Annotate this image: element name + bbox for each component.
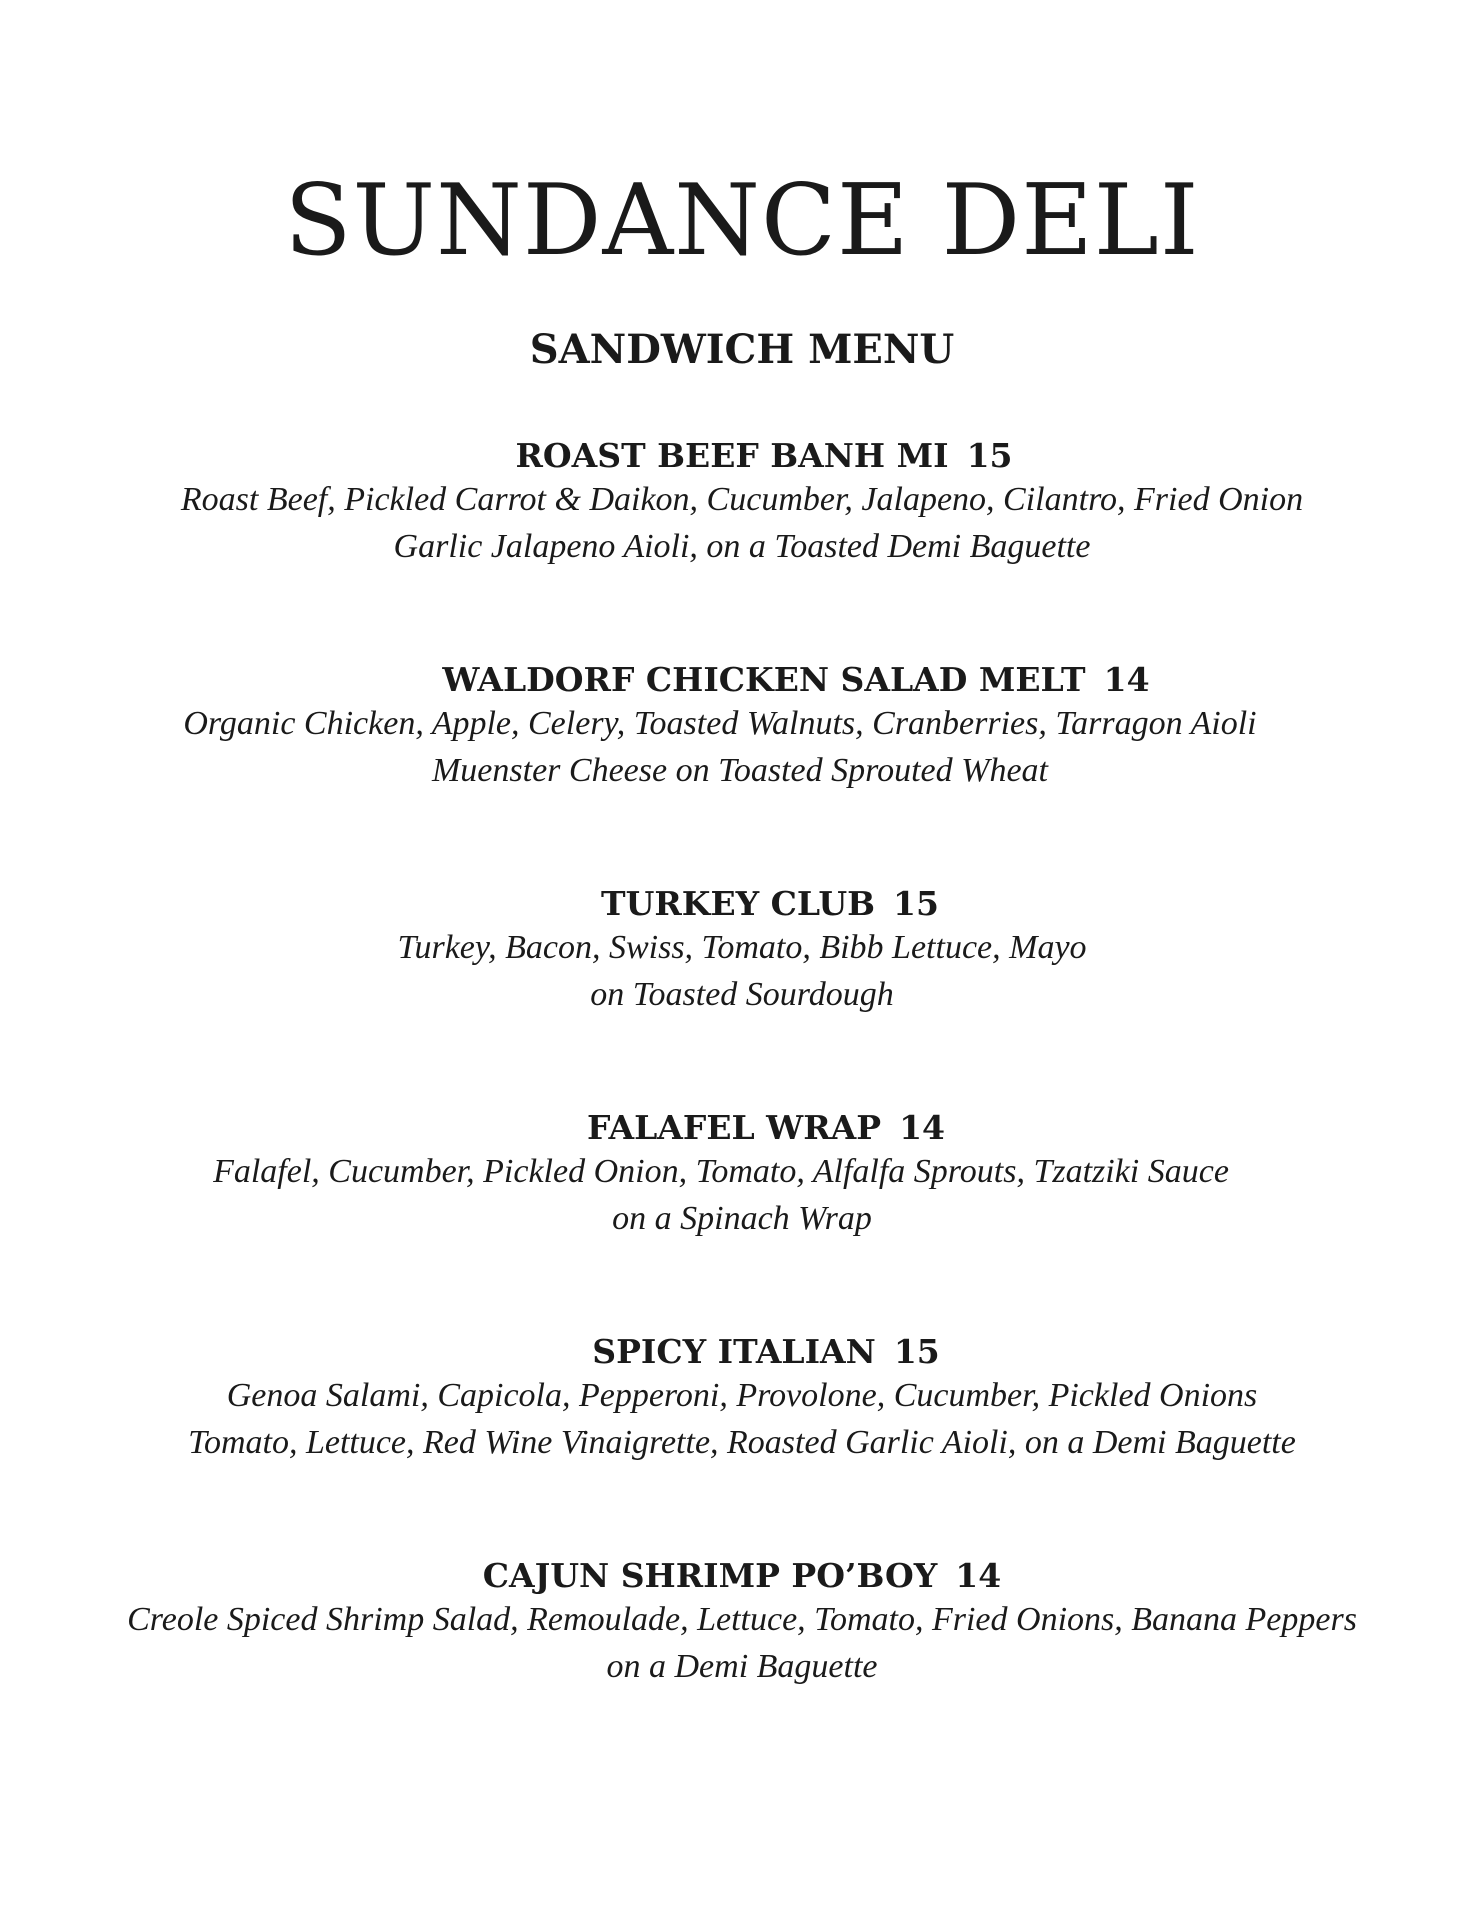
- item-name: WALDORF CHICKEN SALAD MELT: [442, 660, 1086, 699]
- item-name: FALAFEL WRAP: [586, 1108, 882, 1147]
- item-heading: [24, 1332, 1484, 1372]
- item-description-line: on a Demi Baguette: [606, 1647, 878, 1685]
- item-description-line: Turkey, Bacon, Swiss, Tomato, Bibb Lettuce, Mayo: [397, 928, 1087, 966]
- item-heading: [0, 1556, 1484, 1596]
- menu-item-roast-beef-banh-mi: [0, 436, 1484, 570]
- menu-item-cajun-shrimp-poboy: [0, 1556, 1484, 1690]
- item-description-line: Creole Spiced Shrimp Salad, Remoulade, Lettuce, Tomato, Fried Onions, Banana Peppers: [127, 1600, 1357, 1638]
- item-price: 14: [899, 1108, 946, 1147]
- item-description-line: Garlic Jalapeno Aioli, on a Toasted Demi Baguette: [393, 527, 1091, 565]
- item-description-line: on Toasted Sourdough: [590, 975, 894, 1013]
- menu-item-spicy-italian: [0, 1332, 1484, 1466]
- menu-item-falafel-wrap: [0, 1108, 1484, 1242]
- item-name: SPICY ITALIAN: [592, 1332, 876, 1371]
- menu-subtitle: SANDWICH MENU: [529, 326, 955, 373]
- item-description-line: Organic Chicken, Apple, Celery, Toasted Walnuts, Cranberries, Tarragon Aioli: [183, 704, 1257, 742]
- item-name: ROAST BEEF BANH MI: [515, 436, 949, 475]
- item-heading: [28, 884, 1484, 924]
- item-description-line: Tomato, Lettuce, Red Wine Vinaigrette, Roasted Garlic Aioli, on a Demi Baguette: [188, 1423, 1296, 1461]
- menu-item-waldorf-chicken-salad-melt: [0, 660, 1484, 794]
- item-description-line: Falafel, Cucumber, Pickled Onion, Tomato, Alfalfa Sprouts, Tzatziki Sauce: [213, 1152, 1229, 1190]
- item-heading: [22, 436, 1484, 476]
- item-description-line: Muenster Cheese on Toasted Sprouted Wheat: [431, 751, 1049, 789]
- item-price: 15: [893, 884, 939, 923]
- menu-item-turkey-club: [0, 884, 1484, 1018]
- item-description-line: on a Spinach Wrap: [612, 1199, 872, 1237]
- item-name: CAJUN SHRIMP PO’BOY: [482, 1556, 938, 1595]
- item-price: 14: [955, 1556, 1002, 1595]
- item-price: 14: [1103, 660, 1150, 699]
- restaurant-title: SUNDANCE DELI: [284, 164, 1200, 278]
- item-heading: [54, 660, 1484, 700]
- item-name: TURKEY CLUB: [601, 884, 876, 923]
- item-price: 15: [966, 436, 1013, 475]
- item-description-line: Roast Beef, Pickled Carrot & Daikon, Cucumber, Jalapeno, Cilantro, Fried Onion: [180, 480, 1304, 518]
- item-description-line: Genoa Salami, Capicola, Pepperoni, Provolone, Cucumber, Pickled Onions: [226, 1376, 1258, 1414]
- item-heading: [24, 1108, 1484, 1148]
- item-price: 15: [893, 1332, 940, 1371]
